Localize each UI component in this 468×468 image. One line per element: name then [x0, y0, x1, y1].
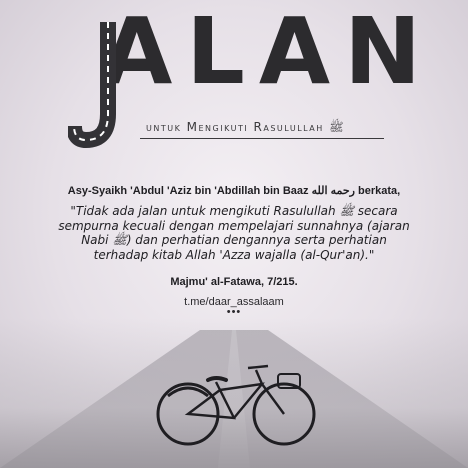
- quote-line-2: sempurna kecuali dengan mempelajari sunnahnya (ajaran: [58, 218, 410, 233]
- quote-source: Majmu' al-Fatawa, 7/215.: [170, 276, 298, 288]
- ellipsis-dots: •••: [226, 306, 242, 318]
- title-rest: ALAN: [101, 0, 436, 105]
- channel-link[interactable]: t.me/daar_assalaam: [184, 296, 284, 308]
- subtitle-divider: [140, 138, 384, 139]
- bicycle-icon: [150, 350, 320, 450]
- author-line: Asy-Syaikh 'Abdul 'Aziz bin 'Abdillah bin Baaz رحمه الله berkata,: [67, 185, 401, 197]
- quote-line-4: terhadap kitab Allah 'Azza wajalla (al-Qur'an).": [93, 247, 375, 262]
- quote-text: [32, 204, 436, 262]
- quote-line-3: Nabi ﷺ) dan perhatian dengannya serta perhatian: [81, 233, 387, 247]
- quote-line-1: "Tidak ada jalan untuk mengikuti Rasulullah ﷺ secara: [70, 204, 398, 218]
- subtitle: untuk Mengikuti Rasulullah ﷺ: [146, 120, 344, 134]
- road-j-icon: [68, 18, 138, 154]
